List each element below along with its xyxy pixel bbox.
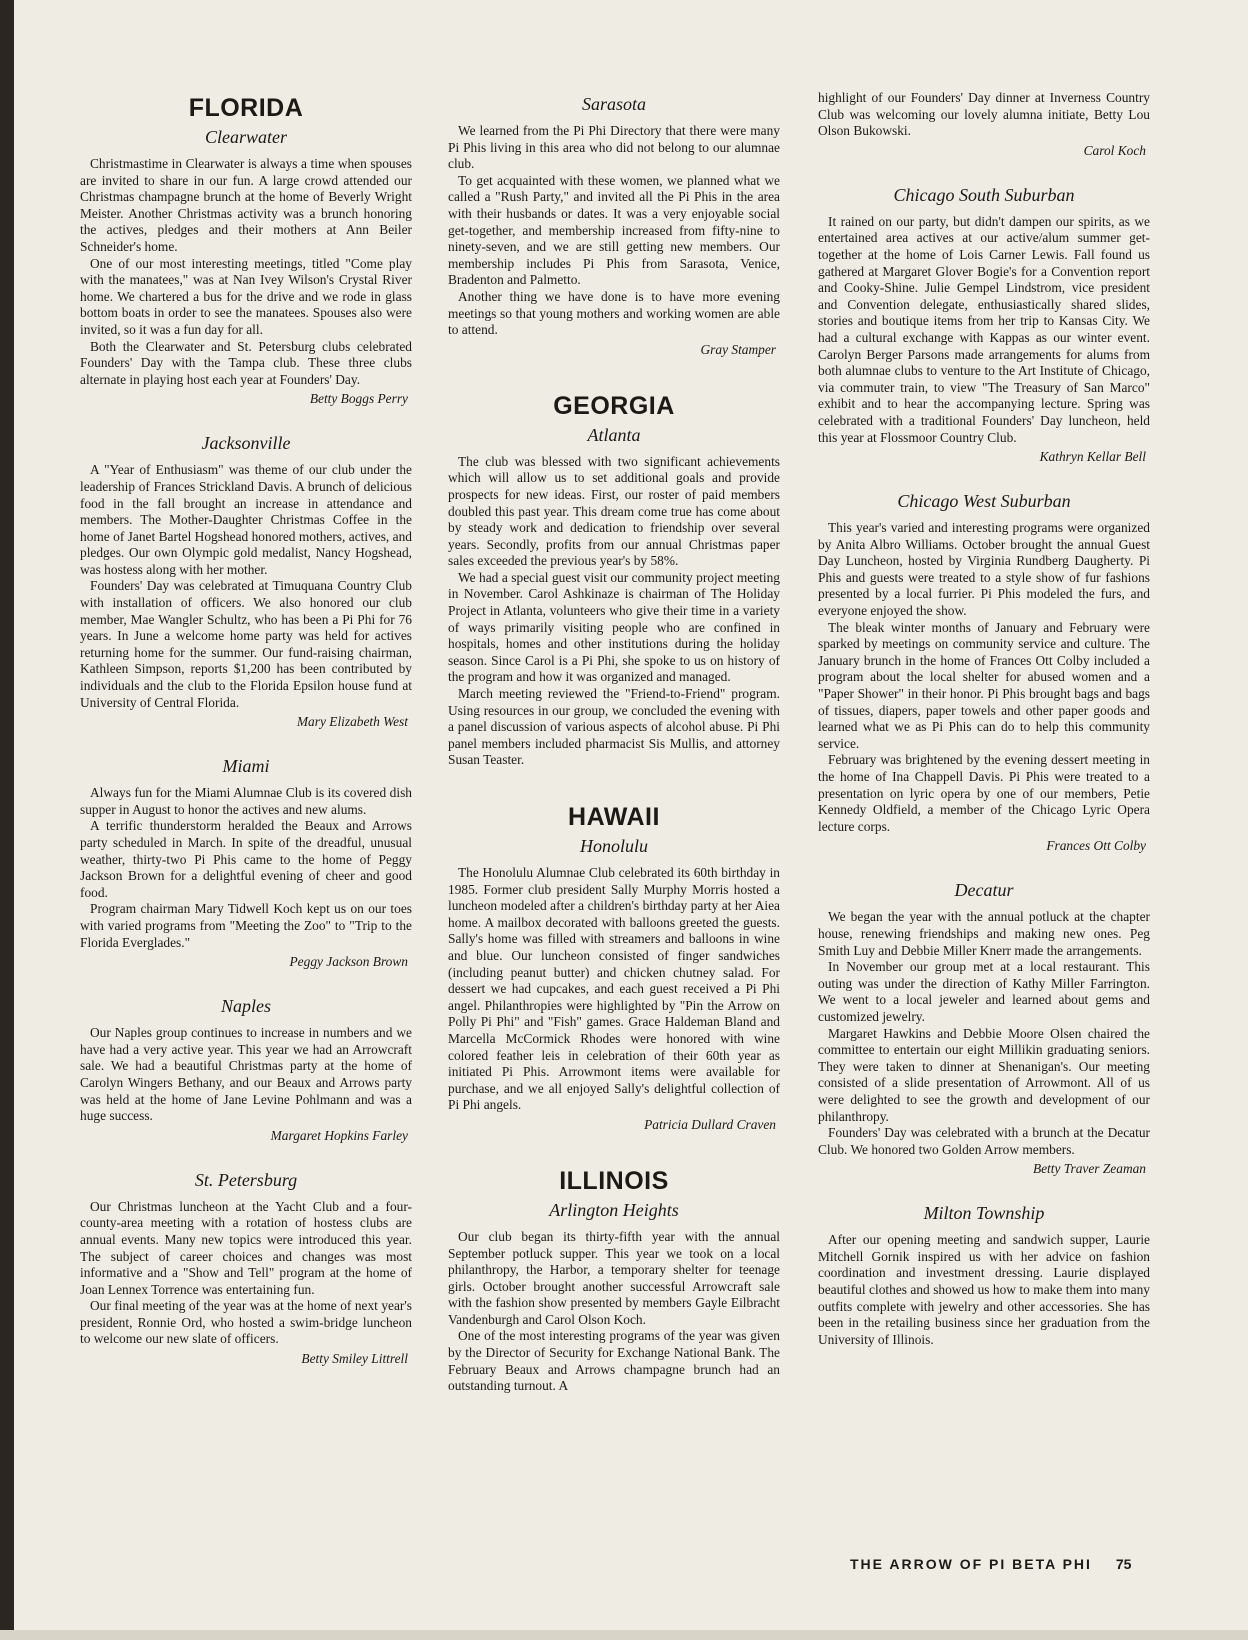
author-signature: Betty Smiley Littrell — [301, 1351, 408, 1367]
report-paragraph: We began the year with the annual potluck at the chapter house, renewing friendships and making new ones. Peg Smith Luy and Debbie Miller Knerr made the arrangements. — [818, 909, 1150, 958]
city-heading: Decatur — [954, 880, 1014, 901]
club-report-clearwater — [80, 94, 412, 407]
report-paragraph: Christmastime in Clearwater is always a time when spouses are invited to share in our fun. A large crowd attended our Christmas champagne brunch at the home of Beverly Wright Meister. Another Christmas activity was a brunch honoring the actives, pledges and their mothers at Ann Beiler Schneider's home. — [80, 156, 412, 254]
report-paragraph: We learned from the Pi Phi Directory that there were many Pi Phis living in this area who did not belong to our alumnae club. — [448, 123, 780, 172]
club-report-naples — [80, 996, 412, 1144]
club-report-arlington-heights — [448, 1167, 780, 1395]
author-signature: Margaret Hopkins Farley — [270, 1127, 408, 1143]
report-paragraph: After our opening meeting and sandwich supper, Laurie Mitchell Gornik inspired us with her advice on fashion coordination and investment dressing. Laurie displayed beautiful clothes and showed us how to make them into many outfits complete with jewelry and other accessories. She has been in the retailing business since her graduation from the University of Illinois. — [818, 1232, 1150, 1347]
report-paragraph: Our final meeting of the year was at the home of next year's president, Ronnie Ord, who hosted a swim-bridge luncheon to welcome our new slate of officers. — [80, 1298, 412, 1347]
city-heading: Atlanta — [587, 424, 641, 445]
club-report-sarasota — [448, 94, 780, 358]
report-paragraph: March meeting reviewed the "Friend-to-Friend" program. Using resources in our group, we concluded the evening with a panel discussion of various aspects of alcohol abuse. Pi Phi panel members included pharmacist Sis Mullis, and attorney Susan Teaster. — [448, 686, 780, 768]
city-heading: Clearwater — [204, 127, 287, 147]
club-report-milton-township — [818, 1203, 1150, 1348]
report-paragraph: In November our group met at a local restaurant. This outing was under the direction of Kathy Miller Farrington. We went to a local jeweler and learned about gems and customized jewelry. — [818, 959, 1150, 1024]
state-heading: GEORGIA — [553, 391, 675, 420]
state-heading: HAWAII — [568, 803, 660, 831]
author-signature: Kathryn Kellar Bell — [1039, 449, 1146, 465]
report-paragraph: Always fun for the Miami Alumnae Club is its covered dish supper in August to honor the actives and new alums. — [80, 785, 412, 817]
author-signature: Mary Elizabeth West — [296, 714, 408, 730]
city-heading: Naples — [220, 996, 271, 1017]
author-signature: Patricia Dullard Craven — [644, 1116, 776, 1132]
report-paragraph: The Honolulu Alumnae Club celebrated its 60th birthday in 1985. Former club president Sally Murphy Morris hosted a luncheon modeled after a children's birthday party at her Aiea home. A mailbox decorated with balloons greeted the guests. Sally's home was filled with streamers and balloons in wine and blue. Our luncheon consisted of finger sandwiches (including peanut butter) and chicken chutney salad. For dessert we had cupcakes, and each guest received a Pi Phi angel. Philanthropies were highlighted by "Pin the Arrow on Polly Pi Phi" and "Fish" games. Grace Haldeman Bland and Marcella McCormick Rhodes were honored with wine colored feather leis in celebration of their 60th year as initiated Pi Phis. Arrowmont items were available for purchase, and we all enjoyed Sally's delightful collection of Pi Phi angels. — [448, 865, 780, 1113]
author-signature: Betty Traver Zeaman — [1032, 1161, 1146, 1177]
column-left — [80, 90, 412, 1367]
club-report-atlanta — [448, 392, 780, 769]
author-signature: Frances Ott Colby — [1046, 838, 1146, 854]
club-report-honolulu — [448, 803, 780, 1133]
report-paragraph: A terrific thunderstorm heralded the Beaux and Arrows party scheduled in March. In spite of the dreadful, unusual weather, thirty-two Pi Phis came to the home of Peggy Jackson Brown for a delightful evening of cheer and good food. — [80, 818, 412, 900]
club-report-decatur — [818, 880, 1150, 1177]
club-report-chicago-west-suburban — [818, 491, 1150, 854]
city-heading: Jacksonville — [201, 433, 291, 454]
report-paragraph: Both the Clearwater and St. Petersburg clubs celebrated Founders' Day with the Tampa club. These three clubs alternate in playing host each year at Founders' Day. — [80, 338, 412, 387]
author-signature: Betty Boggs Perry — [309, 391, 408, 407]
report-paragraph: It rained on our party, but didn't dampen our spirits, as we entertained area actives at our active/alum summer get-together at the home of Lois Carner Lewis. Fall found us gathered at Margaret Glover Bogie's for a Convention report and Cooky-Shine. Julie Gempel Lindstrom, vice president and Convention delegate, enthusiastically shared slides, stories and boutique items from her trip to Kansas City. We had a cultural exchange with Kappas as our winter event. Carolyn Berger Parsons made arrangements for alums from both alumnae clubs to venture to the Art Institute of Chicago, via commuter train, to view "The Treasury of San Marco" exhibit and to hear the accompanying lecture. Spring was celebrated with a traditional Founders' Day luncheon, held this year at Flossmoor Country Club. — [818, 213, 1150, 445]
report-paragraph: A "Year of Enthusiasm" was theme of our club under the leadership of Frances Strickland Davis. A brunch of delicious food in the fall brought an increase in attendance and members. The Mother-Daughter Christmas Coffee in the home of Janet Bartel Hogshead honored mothers, actives, and pledges. Our own Olympic gold medalist, Nancy Hogshead, was hostess along with her mother. — [80, 462, 412, 577]
journal-title: THE ARROW OF PI BETA PHI — [850, 1556, 1092, 1572]
report-paragraph: highlight of our Founders' Day dinner at Inverness Country Club was welcoming our lovely alumna initiate, Betty Lou Olson Bukowski. — [818, 90, 1150, 139]
report-paragraph: Our Christmas luncheon at the Yacht Club and a four-county-area meeting with a rotation of hostess clubs are annual events. Many new topics were introduced this year. The subject of career choices and changes was most informative and a "Show and Tell" program at the home of Joan Lennex Torrence was entertaining fun. — [80, 1198, 412, 1297]
author-signature: Carol Koch — [1083, 142, 1146, 158]
column-right — [818, 90, 1150, 1348]
scan-border-left — [0, 0, 14, 1640]
report-paragraph: Founders' Day was celebrated with a brunch at the Decatur Club. We honored two Golden Arrow members. — [818, 1125, 1150, 1157]
report-paragraph: Founders' Day was celebrated at Timuquana Country Club with installation of officers. We also honored our club member, Mae Wangler Schultz, who has been a Pi Phi for 76 years. In June a welcome home party was held for actives returning home for the summer. Our fund-raising chairman, Kathleen Simpson, reports $1,200 has been contributed by individuals and the club to the Florida Epsilon house fund at University of Central Florida. — [80, 578, 412, 710]
report-paragraph: Margaret Hawkins and Debbie Moore Olsen chaired the committee to entertain our eight Millikin graduating seniors. They were taken to dinner at Shenanigan's. Our meeting consisted of a slide presentation of Arrowmont. All of us were delighted to see the growth and development of our philanthropy. — [818, 1025, 1150, 1124]
club-report-jacksonville — [80, 433, 412, 730]
report-paragraph: Another thing we have done is to have more evening meetings so that young mothers and working women are able to attend. — [448, 288, 780, 338]
club-report-st-petersburg — [80, 1170, 412, 1367]
club-report-continued — [818, 90, 1150, 159]
city-heading: Miami — [222, 756, 270, 777]
club-report-chicago-south-suburban — [818, 185, 1150, 465]
report-paragraph: One of our most interesting meetings, titled "Come play with the manatees," was at Nan Ivey Wilson's Crystal River home. We chartered a bus for the drive and we rode in glass bottom boats in order to see the manatees. Spouses also were invited, so it was a fun day for all. — [80, 255, 412, 337]
column-middle — [448, 90, 780, 1395]
city-heading: Sarasota — [581, 94, 646, 114]
report-paragraph: The club was blessed with two significant achievements which will allow us to set additional goals and provide prospects for new ideas. First, our roster of paid members doubled this past year. This dream come true has come about by steady work and dedication to friendship over several years. Secondly, profits from our annual Christmas paper sales exceeded the previous year's by 58%. — [448, 453, 780, 569]
report-paragraph: The bleak winter months of January and February were sparked by meetings on community service and culture. The January brunch in the home of Frances Ott Colby included a program about the local shelter for abused women and a "Paper Shower" in their honor. Pi Phis brought bags and bags of tissues, diapers, paper towels and other paper goods and learned what we as Pi Phis can do to help this community service. — [818, 619, 1150, 751]
page-footer — [850, 1556, 1131, 1572]
report-paragraph: We had a special guest visit our community project meeting in November. Carol Ashkinaze is chairman of The Holiday Project in Atlanta, volunteers who give their time in a variety of ways primarily visiting people who are confined in hospitals, homes and other institutions during the holiday season. Since Carol is a Pi Phi, she spoke to us on history of the program and how it was organized and managed. — [448, 569, 780, 685]
report-paragraph: This year's varied and interesting programs were organized by Anita Albro Williams. October brought the annual Guest Day Luncheon, hosted by Virginia Rundberg Daugherty. Pi Phis and guests were treated to a style show of fur fashions presented by a local furrier. Pi Phis modeled the furs, and everyone enjoyed the show. — [818, 520, 1150, 619]
scan-border-bottom — [0, 1630, 1248, 1640]
report-paragraph: Program chairman Mary Tidwell Koch kept us on our toes with varied programs from "Meeting the Zoo" to "Trip to the Florida Everglades." — [80, 901, 412, 950]
city-heading: St. Petersburg — [194, 1169, 298, 1190]
state-heading: FLORIDA — [188, 94, 304, 122]
city-heading: Arlington Heights — [549, 1199, 679, 1220]
author-signature: Peggy Jackson Brown — [289, 954, 408, 970]
report-paragraph: To get acquainted with these women, we planned what we called a "Rush Party," and invited all the Pi Phis in the area with their husbands or dates. It was a very enjoyable social get-together, and membership increased from fifty-nine to ninety-seven, and we are still getting new members. Our membership includes Pi Phis from Sarasota, Venice, Bradenton and Palmetto. — [448, 172, 780, 288]
city-heading: Honolulu — [579, 836, 648, 856]
report-paragraph: One of the most interesting programs of the year was given by the Director of Security for Exchange National Bank. The February Beaux and Arrows champagne brunch had an outstanding turnout. A — [448, 1328, 780, 1394]
page-number: 75 — [1115, 1556, 1132, 1572]
author-signature: Gray Stamper — [700, 341, 776, 357]
city-heading: Milton Township — [923, 1203, 1045, 1224]
report-paragraph: February was brightened by the evening dessert meeting in the home of Ina Chappell Davis. Pi Phis were treated to a presentation on lyric opera by one of our members, Petie Kennedy Oldfield, a member of the Chicago Lyric Opera lecture corps. — [818, 752, 1150, 834]
city-heading: Chicago West Suburban — [897, 491, 1071, 512]
city-heading: Chicago South Suburban — [893, 184, 1075, 205]
report-paragraph: Our club began its thirty-fifth year with the annual September potluck supper. This year we took on a local philanthropy, the Harbor, a temporary shelter for teenage girls. October brought another successful Arrowcraft sale with the fashion show presented by members Gayle Eilbracht Vandenburgh and Carol Olson Koch. — [448, 1228, 780, 1327]
state-heading: ILLINOIS — [559, 1166, 669, 1195]
report-paragraph: Our Naples group continues to increase in numbers and we have had a very active year. This year we had an Arrowcraft sale. We had a beautiful Christmas party at the home of Carolyn Wingers Bethany, and our Beaux and Arrows party was held at the home of Jane Levine Pohlmann and was a huge success. — [80, 1025, 412, 1124]
club-report-miami — [80, 756, 412, 970]
